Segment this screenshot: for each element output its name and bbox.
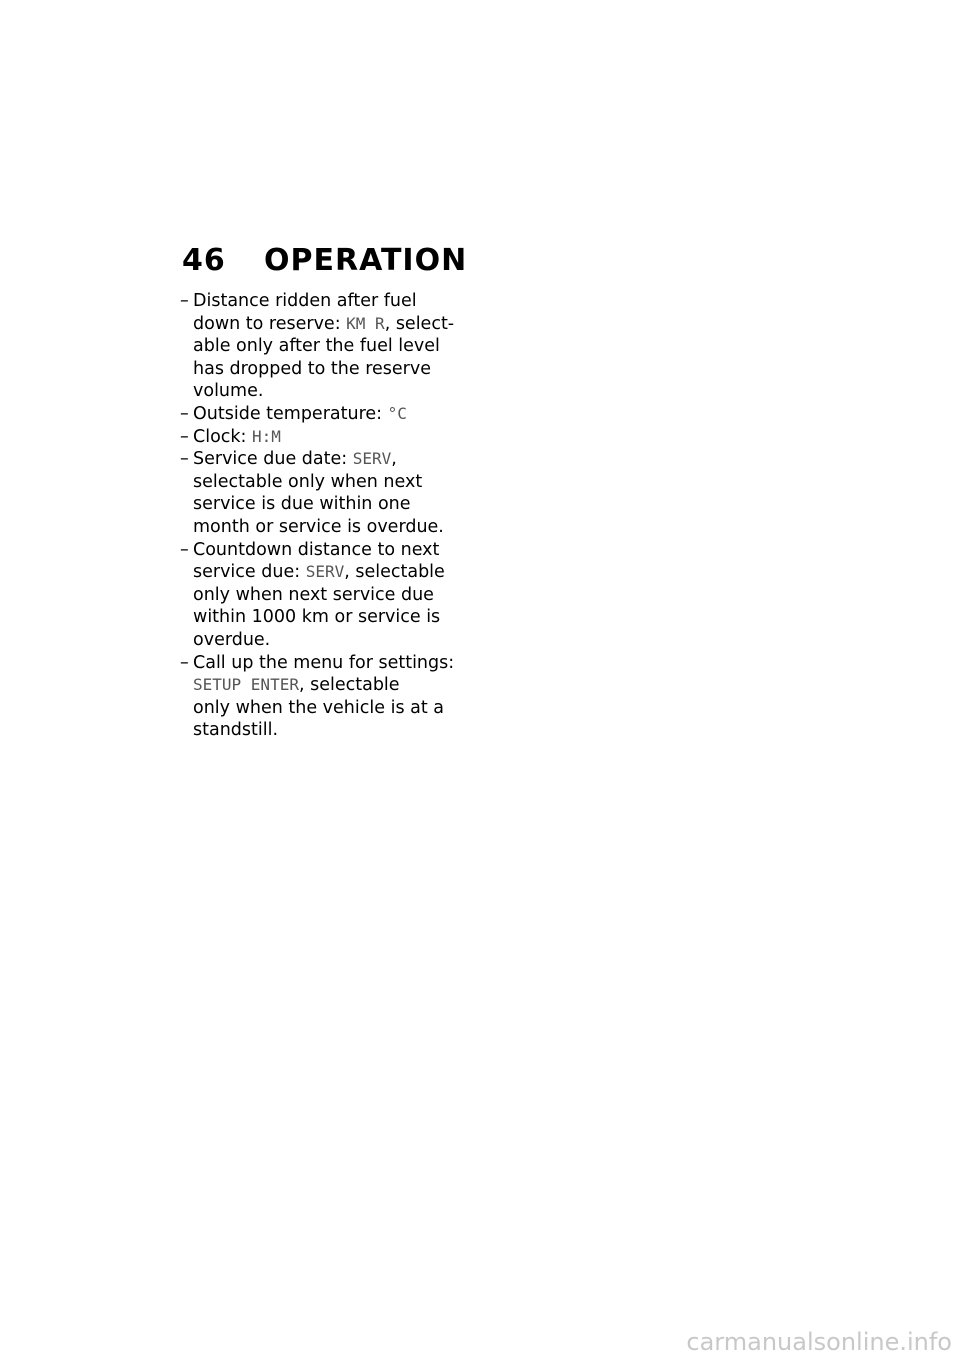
dash-bullet: – — [180, 426, 189, 447]
text-segment: Service due date: — [193, 449, 353, 470]
text-segment: able only after the fuel level — [193, 336, 440, 357]
text-line — [193, 313, 470, 336]
list-item — [180, 448, 470, 538]
text-line — [193, 652, 470, 675]
display-code: SERV — [305, 562, 345, 582]
display-code: KM R — [346, 313, 385, 333]
text-line — [193, 335, 470, 358]
text-segment: overdue. — [193, 629, 271, 650]
text-segment: service due: — [193, 562, 306, 583]
text-line — [193, 448, 470, 471]
text-segment: only when the vehicle is at a — [193, 697, 444, 718]
list-item — [180, 652, 470, 742]
text-segment: Outside temperature: — [193, 403, 388, 424]
watermark[interactable]: carmanualsonline.info — [686, 1328, 952, 1356]
text-line — [193, 380, 470, 403]
text-segment: Call up the menu for settings: — [193, 652, 455, 673]
text-segment: down to reserve: — [193, 313, 347, 334]
text-segment: standstill. — [193, 720, 279, 741]
text-line — [193, 426, 470, 449]
text-segment: , selectable — [344, 562, 445, 583]
text-line — [193, 516, 470, 539]
text-line — [193, 358, 470, 381]
text-segment: , selectable — [298, 675, 400, 696]
text-line — [193, 674, 470, 697]
list-item — [180, 290, 470, 403]
page-header — [182, 238, 467, 282]
text-line — [193, 697, 470, 720]
text-segment: , select- — [384, 313, 455, 334]
list-item — [180, 539, 470, 652]
text-segment: volume. — [193, 381, 264, 402]
text-segment: Clock: — [193, 426, 253, 447]
display-code: SERV — [352, 449, 392, 469]
text-segment: month or service is overdue. — [193, 516, 444, 537]
text-line — [193, 719, 470, 742]
list-item — [180, 403, 470, 426]
display-code: H:M — [252, 426, 281, 446]
text-line — [193, 403, 470, 426]
text-line — [193, 539, 470, 562]
dash-bullet: – — [180, 539, 189, 560]
text-segment: has dropped to the reserve — [193, 358, 431, 379]
text-line — [193, 629, 470, 652]
text-line — [193, 561, 470, 584]
text-segment: Distance ridden after fuel — [193, 291, 417, 311]
dash-bullet: – — [180, 449, 189, 470]
dash-bullet: – — [180, 652, 189, 673]
operation-list — [180, 290, 470, 742]
text-segment: Countdown distance to next — [193, 539, 440, 560]
text-segment: within 1000 km or service is — [193, 607, 441, 628]
section-title: OPERATION — [264, 242, 468, 278]
text-line — [193, 493, 470, 516]
text-segment: only when next service due — [193, 584, 434, 605]
text-segment: service is due within one — [193, 494, 411, 515]
dash-bullet: – — [180, 403, 189, 424]
text-line — [193, 584, 470, 607]
dash-bullet: – — [180, 291, 189, 311]
page-number: 46 — [182, 242, 226, 278]
text-line — [193, 471, 470, 494]
list-item — [180, 426, 470, 449]
display-code: °C — [387, 403, 407, 423]
text-segment: , — [391, 449, 397, 470]
text-segment: selectable only when next — [193, 471, 423, 492]
display-code: SETUP ENTER — [193, 675, 299, 695]
text-line — [193, 606, 470, 629]
text-line — [193, 290, 470, 313]
